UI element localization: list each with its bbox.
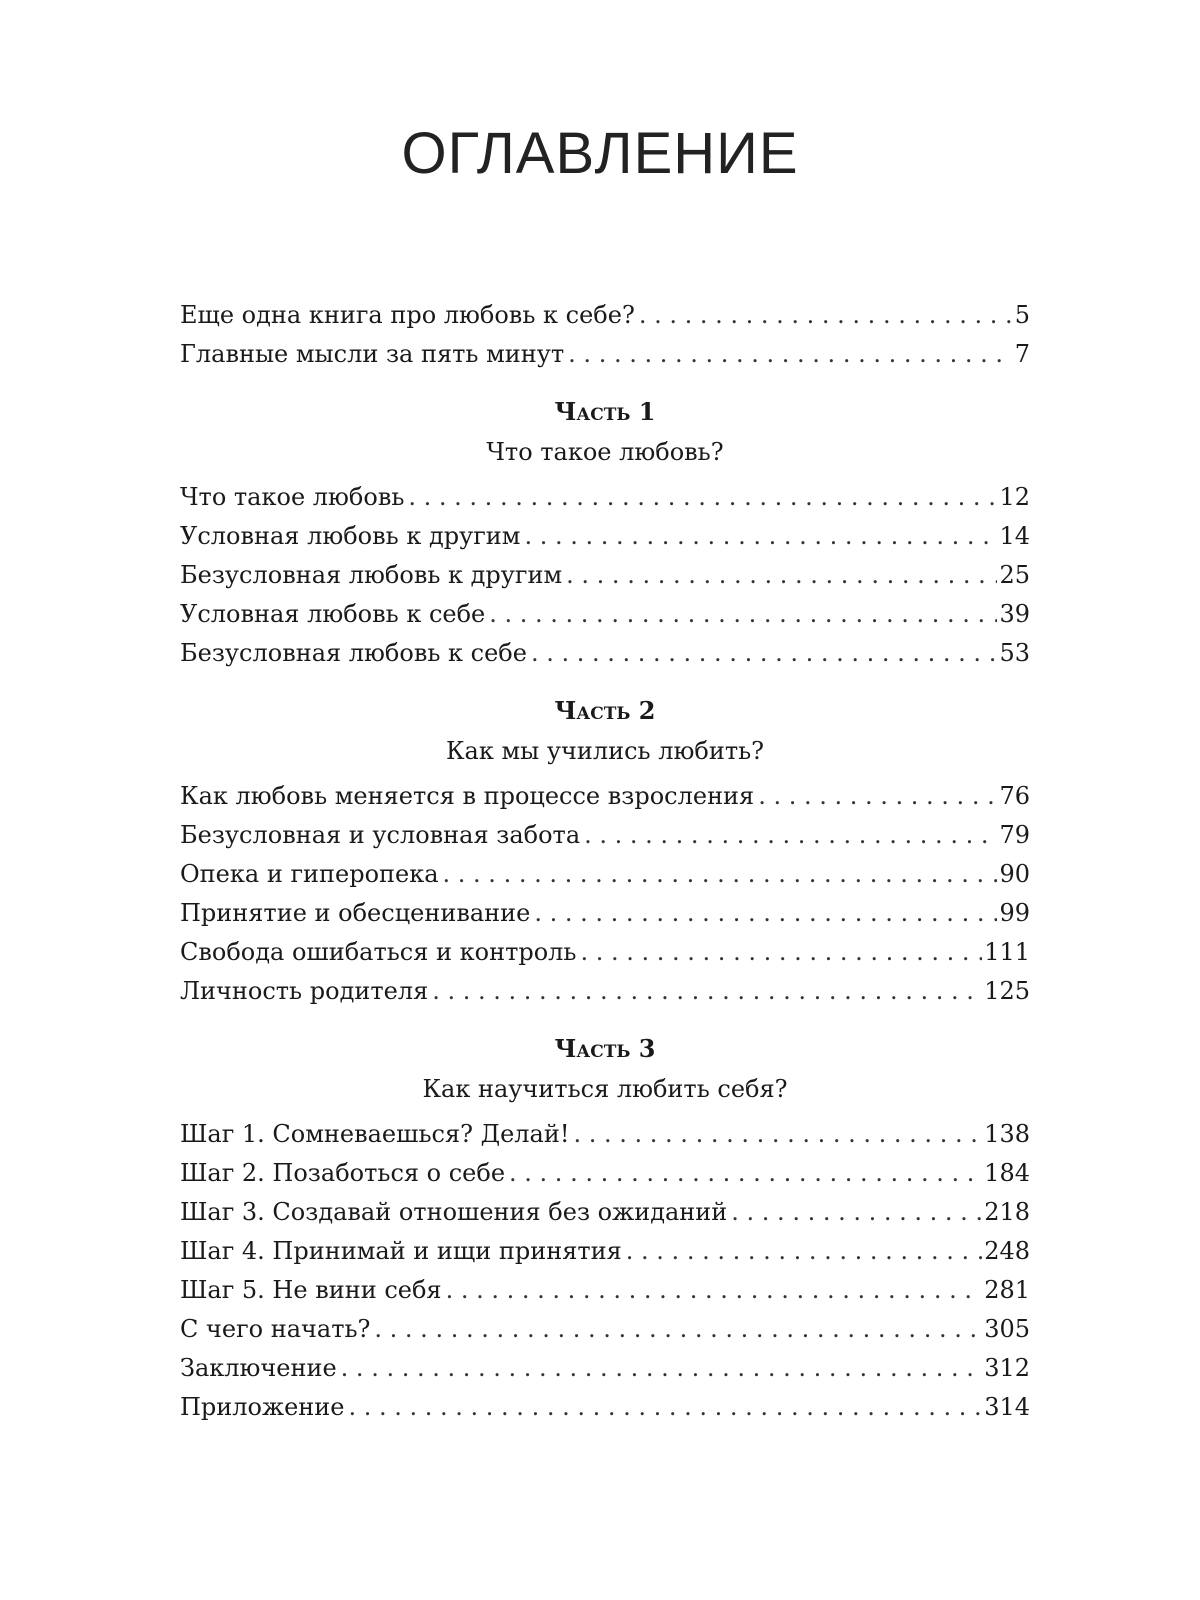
toc-entry-title: Шаг 5. Не вини себя bbox=[180, 1276, 442, 1304]
dot-leader bbox=[348, 1388, 982, 1427]
toc-entry-page: 248 bbox=[984, 1237, 1030, 1265]
part-section-1 bbox=[180, 392, 1030, 673]
toc-entry[interactable] bbox=[180, 1271, 1030, 1310]
toc-entry-title: Как любовь меняется в процессе взросления bbox=[180, 782, 755, 810]
toc-entry-title: Условная любовь к себе bbox=[180, 600, 486, 628]
part-header bbox=[180, 691, 1030, 771]
toc-entry-page: 90 bbox=[999, 860, 1030, 888]
toc-entry-page: 99 bbox=[999, 899, 1030, 927]
toc-entry[interactable] bbox=[180, 595, 1030, 634]
toc-entry-page: 218 bbox=[984, 1198, 1030, 1226]
toc-entry-title: Личность родителя bbox=[180, 977, 429, 1005]
toc-entry-page: 305 bbox=[984, 1315, 1030, 1343]
part-subtitle: Как научиться любить себя? bbox=[422, 1075, 788, 1103]
part-section-3 bbox=[180, 1029, 1030, 1427]
dot-leader bbox=[524, 517, 997, 556]
toc-entry-title: Приложение bbox=[180, 1393, 345, 1421]
toc-entry[interactable] bbox=[180, 335, 1030, 374]
toc-entry-page: 5 bbox=[1014, 301, 1030, 329]
toc-entry-title: Принятие и обесценивание bbox=[180, 899, 531, 927]
part-heading: Часть 1 bbox=[554, 397, 656, 426]
toc-entry-page: 25 bbox=[999, 561, 1030, 589]
dot-leader bbox=[341, 1349, 983, 1388]
toc-entry-title: Свобода ошибаться и контроль bbox=[180, 938, 577, 966]
part-section-2 bbox=[180, 691, 1030, 1011]
toc-entry-page: 111 bbox=[984, 938, 1030, 966]
dot-leader bbox=[626, 1232, 982, 1271]
toc-entry-title: Шаг 2. Позаботься о себе bbox=[180, 1159, 506, 1187]
toc-entry-page: 53 bbox=[999, 639, 1030, 667]
dot-leader bbox=[432, 972, 982, 1011]
toc-entry-title: Безусловная любовь к другим bbox=[180, 561, 563, 589]
intro-section bbox=[180, 296, 1030, 374]
toc-entry-title: Опека и гиперопека bbox=[180, 860, 439, 888]
dot-leader bbox=[580, 933, 982, 972]
toc-entry-title: Что такое любовь bbox=[180, 483, 405, 511]
toc-entry-page: 14 bbox=[999, 522, 1030, 550]
toc-entry[interactable] bbox=[180, 933, 1030, 972]
toc-entry-title: Безусловная и условная забота bbox=[180, 821, 581, 849]
table-of-contents bbox=[180, 296, 1030, 1427]
toc-entry-page: 12 bbox=[999, 483, 1030, 511]
dot-leader bbox=[446, 1271, 983, 1310]
toc-entry-page: 125 bbox=[984, 977, 1030, 1005]
toc-entry[interactable] bbox=[180, 1232, 1030, 1271]
dot-leader bbox=[489, 595, 997, 634]
toc-entry[interactable] bbox=[180, 634, 1030, 673]
dot-leader bbox=[534, 894, 997, 933]
toc-entry[interactable] bbox=[180, 1115, 1030, 1154]
toc-entry-title: Заключение bbox=[180, 1354, 337, 1382]
toc-entry-title: Шаг 1. Сомневаешься? Делай! bbox=[180, 1120, 570, 1148]
toc-entry-page: 138 bbox=[984, 1120, 1030, 1148]
toc-entry[interactable] bbox=[180, 478, 1030, 517]
dot-leader bbox=[584, 816, 997, 855]
toc-entry[interactable] bbox=[180, 296, 1030, 335]
part-heading: Часть 2 bbox=[554, 696, 656, 725]
toc-entry-title: Условная любовь к другим bbox=[180, 522, 521, 550]
toc-entry-page: 7 bbox=[1014, 340, 1030, 368]
toc-entry[interactable] bbox=[180, 816, 1030, 855]
toc-entry[interactable] bbox=[180, 894, 1030, 933]
part-header bbox=[180, 392, 1030, 472]
toc-entry-title: Шаг 3. Создавай отношения без ожиданий bbox=[180, 1198, 728, 1226]
toc-entry-title: Еще одна книга про любовь к себе? bbox=[180, 301, 635, 329]
toc-entry[interactable] bbox=[180, 556, 1030, 595]
toc-entry[interactable] bbox=[180, 1310, 1030, 1349]
dot-leader bbox=[531, 634, 998, 673]
toc-entry-title: С чего начать? bbox=[180, 1315, 371, 1343]
toc-entry-page: 184 bbox=[984, 1159, 1030, 1187]
dot-leader bbox=[731, 1193, 982, 1232]
toc-entry[interactable] bbox=[180, 855, 1030, 894]
toc-entry[interactable] bbox=[180, 777, 1030, 816]
dot-leader bbox=[639, 296, 1013, 335]
toc-entry-page: 281 bbox=[984, 1276, 1030, 1304]
toc-entry-page: 76 bbox=[999, 782, 1030, 810]
toc-entry-page: 314 bbox=[984, 1393, 1030, 1421]
toc-entry-page: 39 bbox=[999, 600, 1030, 628]
dot-leader bbox=[443, 855, 998, 894]
toc-entry[interactable] bbox=[180, 1349, 1030, 1388]
toc-entry-title: Безусловная любовь к себе bbox=[180, 639, 527, 667]
dot-leader bbox=[408, 478, 997, 517]
toc-entry-page: 79 bbox=[999, 821, 1030, 849]
dot-leader bbox=[509, 1154, 982, 1193]
toc-entry[interactable] bbox=[180, 1154, 1030, 1193]
dot-leader bbox=[568, 335, 1013, 374]
dot-leader bbox=[374, 1310, 982, 1349]
toc-entry-title: Главные мысли за пять минут bbox=[180, 340, 565, 368]
toc-entry-page: 312 bbox=[984, 1354, 1030, 1382]
page-title: ОГЛАВЛЕНИЕ bbox=[401, 121, 799, 186]
dot-leader bbox=[574, 1115, 983, 1154]
part-subtitle: Что такое любовь? bbox=[486, 438, 724, 466]
toc-entry-title: Шаг 4. Принимай и ищи принятия bbox=[180, 1237, 622, 1265]
part-header bbox=[180, 1029, 1030, 1109]
toc-entry[interactable] bbox=[180, 972, 1030, 1011]
toc-entry[interactable] bbox=[180, 517, 1030, 556]
toc-entry[interactable] bbox=[180, 1388, 1030, 1427]
toc-entry[interactable] bbox=[180, 1193, 1030, 1232]
part-subtitle: Как мы учились любить? bbox=[445, 737, 765, 765]
dot-leader bbox=[566, 556, 997, 595]
part-heading: Часть 3 bbox=[554, 1034, 656, 1063]
dot-leader bbox=[758, 777, 997, 816]
